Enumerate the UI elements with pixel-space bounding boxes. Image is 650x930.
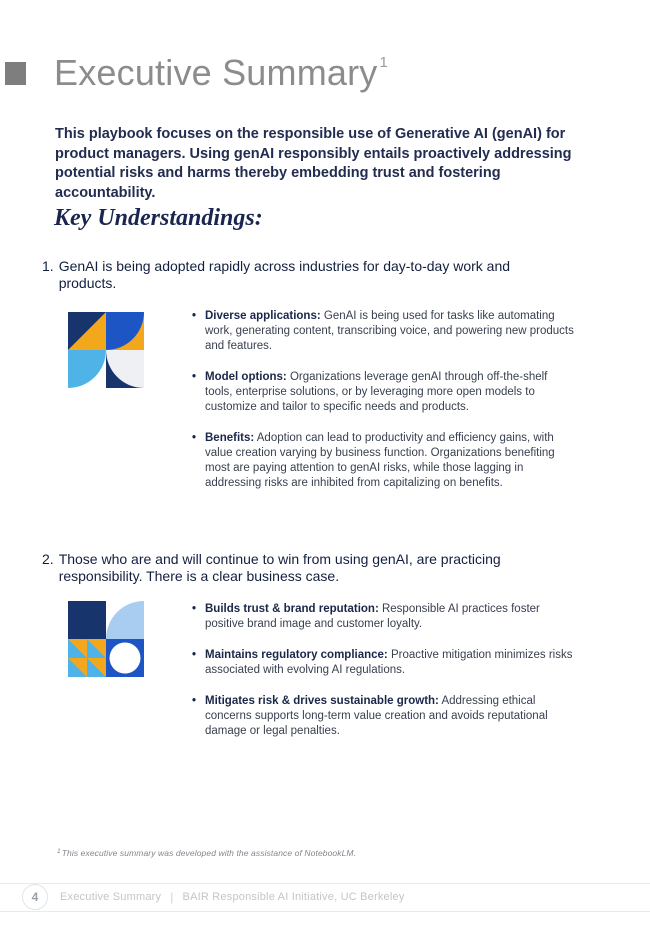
footer-separator: | bbox=[170, 890, 174, 904]
bullet-item bbox=[192, 694, 577, 739]
footer-section-label: Executive Summary bbox=[60, 891, 162, 903]
decorative-tiles-graphic-1 bbox=[68, 312, 144, 388]
footer-breadcrumb bbox=[60, 884, 405, 910]
numbered-item-1 bbox=[42, 258, 539, 292]
bullet-lead: Diverse applications: bbox=[205, 310, 321, 322]
bullet-marker: • bbox=[192, 371, 197, 383]
bullet-marker: • bbox=[192, 603, 197, 615]
bullet-item bbox=[192, 431, 577, 491]
tile-navy-square bbox=[68, 601, 106, 639]
footer-bottom-rule bbox=[0, 911, 650, 912]
title-footnote-ref: 1 bbox=[379, 54, 389, 71]
bullet-lead: Builds trust & brand reputation: bbox=[205, 603, 379, 615]
page-number-badge bbox=[22, 884, 48, 910]
tile-sky-quarter-disc bbox=[68, 350, 106, 388]
bullet-marker: • bbox=[192, 432, 197, 444]
bullet-text: Proactive mitigation minimizes risks associated with evolving AI regulations. bbox=[205, 649, 573, 676]
decorative-tiles-graphic-2 bbox=[68, 601, 144, 677]
item-number: 1. bbox=[42, 258, 54, 274]
page-title-text: Executive Summary bbox=[54, 52, 378, 93]
footnote-marker: 1 bbox=[57, 848, 61, 855]
bullet-text: Responsible AI practices foster positive brand image and customer loyalty. bbox=[205, 603, 540, 630]
tile-paleblue-quarter-disc bbox=[106, 601, 144, 639]
page-title bbox=[54, 52, 388, 94]
tile-white-circle bbox=[110, 643, 141, 674]
footer-source-label: BAIR Responsible AI Initiative, UC Berkeley bbox=[182, 891, 405, 903]
bullet-list-2 bbox=[192, 602, 577, 755]
bullet-marker: • bbox=[192, 310, 197, 322]
bullet-marker: • bbox=[192, 695, 197, 707]
numbered-item-2 bbox=[42, 551, 551, 585]
bullet-text: Organizations leverage genAI through off-the-shelf tools, enterprise solutions, or by leveraging more open models to customize and tailor to specific needs and products. bbox=[205, 371, 548, 413]
bullet-text: GenAI is being used for tasks like automating work, generating content, transcribing voice, and powering new products and features. bbox=[205, 310, 574, 352]
bullet-lead: Model options: bbox=[205, 371, 287, 383]
intro-paragraph: This playbook focuses on the responsible use of Generative AI (genAI) for product managers. Using genAI responsibly entails proactively addressing potential risks and harms thereby embedding trust and fostering accountability. bbox=[55, 126, 572, 201]
bullet-lead: Mitigates risk & drives sustainable growth: bbox=[205, 695, 439, 707]
page-number: 4 bbox=[31, 890, 39, 904]
footnote-text: This executive summary was developed with the assistance of NotebookLM. bbox=[61, 848, 357, 858]
item-number: 2. bbox=[42, 551, 54, 567]
bullet-lead: Benefits: bbox=[205, 432, 255, 444]
item-text: GenAI is being adopted rapidly across industries for day-to-day work and products. bbox=[58, 258, 511, 291]
footnote bbox=[57, 848, 356, 858]
bullet-text: Adoption can lead to productivity and efficiency gains, with value creation varying by business function. Organizations benefiting most are paying attention to genAI risks, while those lagging in addressing risks are inhibited from capitalizing on benefits. bbox=[205, 432, 555, 489]
bullet-item bbox=[192, 309, 577, 354]
bullet-marker: • bbox=[192, 649, 197, 661]
item-text: Those who are and will continue to win from using genAI, are practicing responsibility. There is a clear business case. bbox=[58, 551, 501, 584]
bullet-item bbox=[192, 648, 577, 678]
bullet-lead: Maintains regulatory compliance: bbox=[205, 649, 388, 661]
bullet-text: Addressing ethical concerns supports long-term value creation and avoids reputational damage or legal penalties. bbox=[205, 695, 548, 737]
bullet-item bbox=[192, 370, 577, 415]
section-heading: Key Understandings: bbox=[54, 205, 263, 231]
bullet-item bbox=[192, 602, 577, 632]
title-accent-square bbox=[5, 62, 26, 85]
bullet-list-1 bbox=[192, 309, 577, 507]
